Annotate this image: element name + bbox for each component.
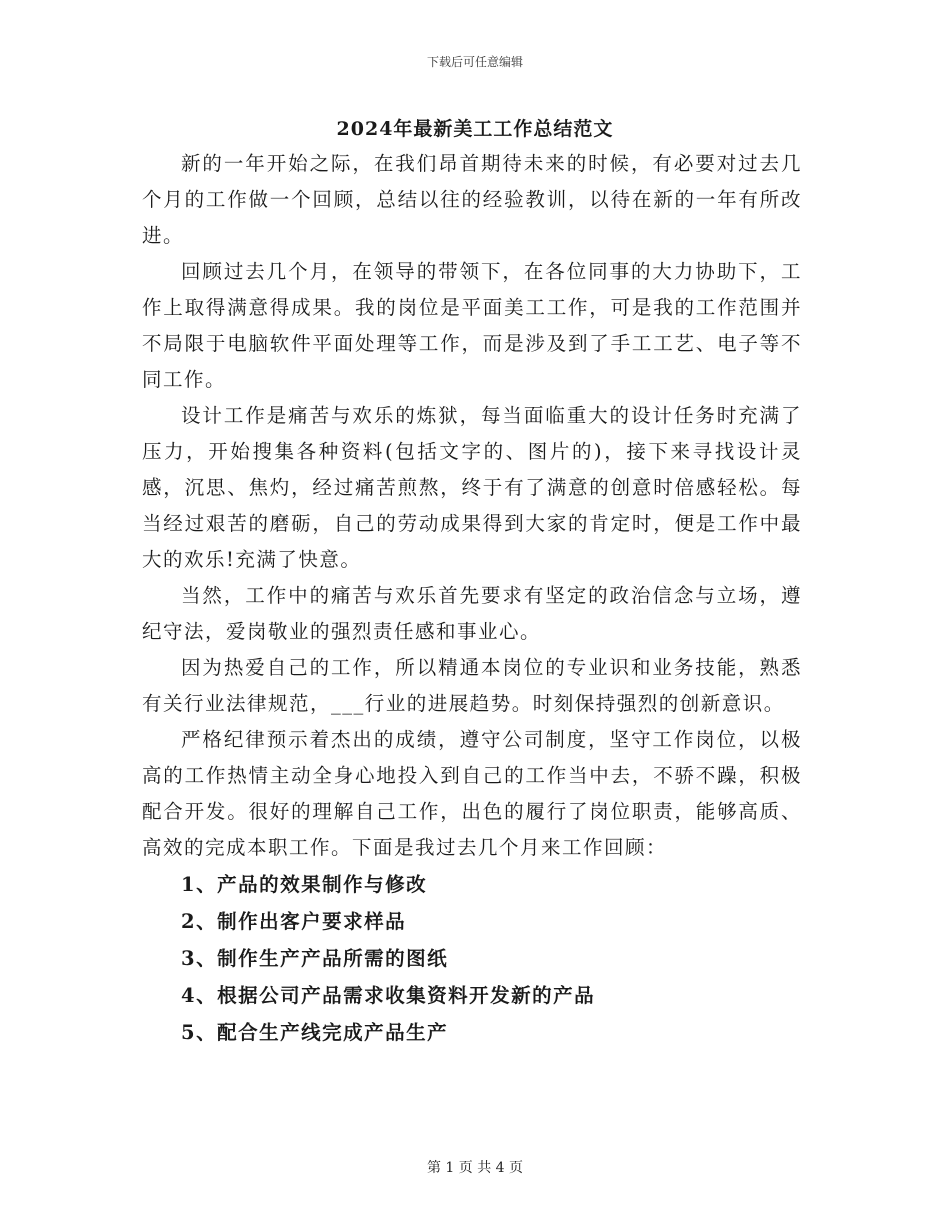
header-note: 下载后可任意编辑 (426, 55, 523, 69)
list-item: 3、制作生产产品所需的图纸 (181, 947, 449, 970)
paragraph: 因为热爱自己的工作，所以精通本岗位的专业识和业务技能，熟悉有关行业法律规范，___行业的进展趋势。时刻保持强烈的创新意识。 (142, 656, 802, 715)
document-body (142, 146, 802, 1051)
paragraph: 回顾过去几个月，在领导的带领下，在各位同事的大力协助下，工作上取得满意得成果。我的岗位是平面美工工作，可是我的工作范围并不局限于电脑软件平面处理等工作，而是涉及到了手工工艺、电子等不同工作。 (142, 260, 802, 391)
paragraph: 严格纪律预示着杰出的成绩，遵守公司制度，坚守工作岗位，以极高的工作热情主动全身心地投入到自己的工作当中去，不骄不躁，积极配合开发。很好的理解自己工作，出色的履行了岗位职责，能够高质、高效的完成本职工作。下面是我过去几个月来工作回顾： (142, 728, 802, 859)
page-number: 第 1 页 共 4 页 (426, 1160, 524, 1176)
paragraph: 新的一年开始之际，在我们昂首期待未来的时候，有必要对过去几个月的工作做一个回顾，总结以往的经验教训，以待在新的一年有所改进。 (142, 152, 802, 247)
paragraph: 设计工作是痛苦与欢乐的炼狱，每当面临重大的设计任务时充满了压力，开始搜集各种资料(包括文字的、图片的)，接下来寻找设计灵感，沉思、焦灼，经过痛苦煎熬，终于有了满意的创意时倍感轻松。每当经过艰苦的磨砺，自己的劳动成果得到大家的肯定时，便是工作中最大的欢乐!充满了快意。 (142, 404, 802, 571)
document-title: 2024年最新美工工作总结范文 (336, 118, 614, 140)
list-item: 5、配合生产线完成产品生产 (181, 1021, 449, 1044)
list-item: 4、根据公司产品需求收集资料开发新的产品 (181, 984, 596, 1007)
list-item: 1、产品的效果制作与修改 (181, 873, 428, 896)
list-item: 2、制作出客户要求样品 (181, 910, 407, 933)
work-review-list (142, 866, 802, 1051)
paragraph: 当然，工作中的痛苦与欢乐首先要求有坚定的政治信念与立场，遵纪守法，爱岗敬业的强烈责任感和事业心。 (142, 584, 802, 643)
